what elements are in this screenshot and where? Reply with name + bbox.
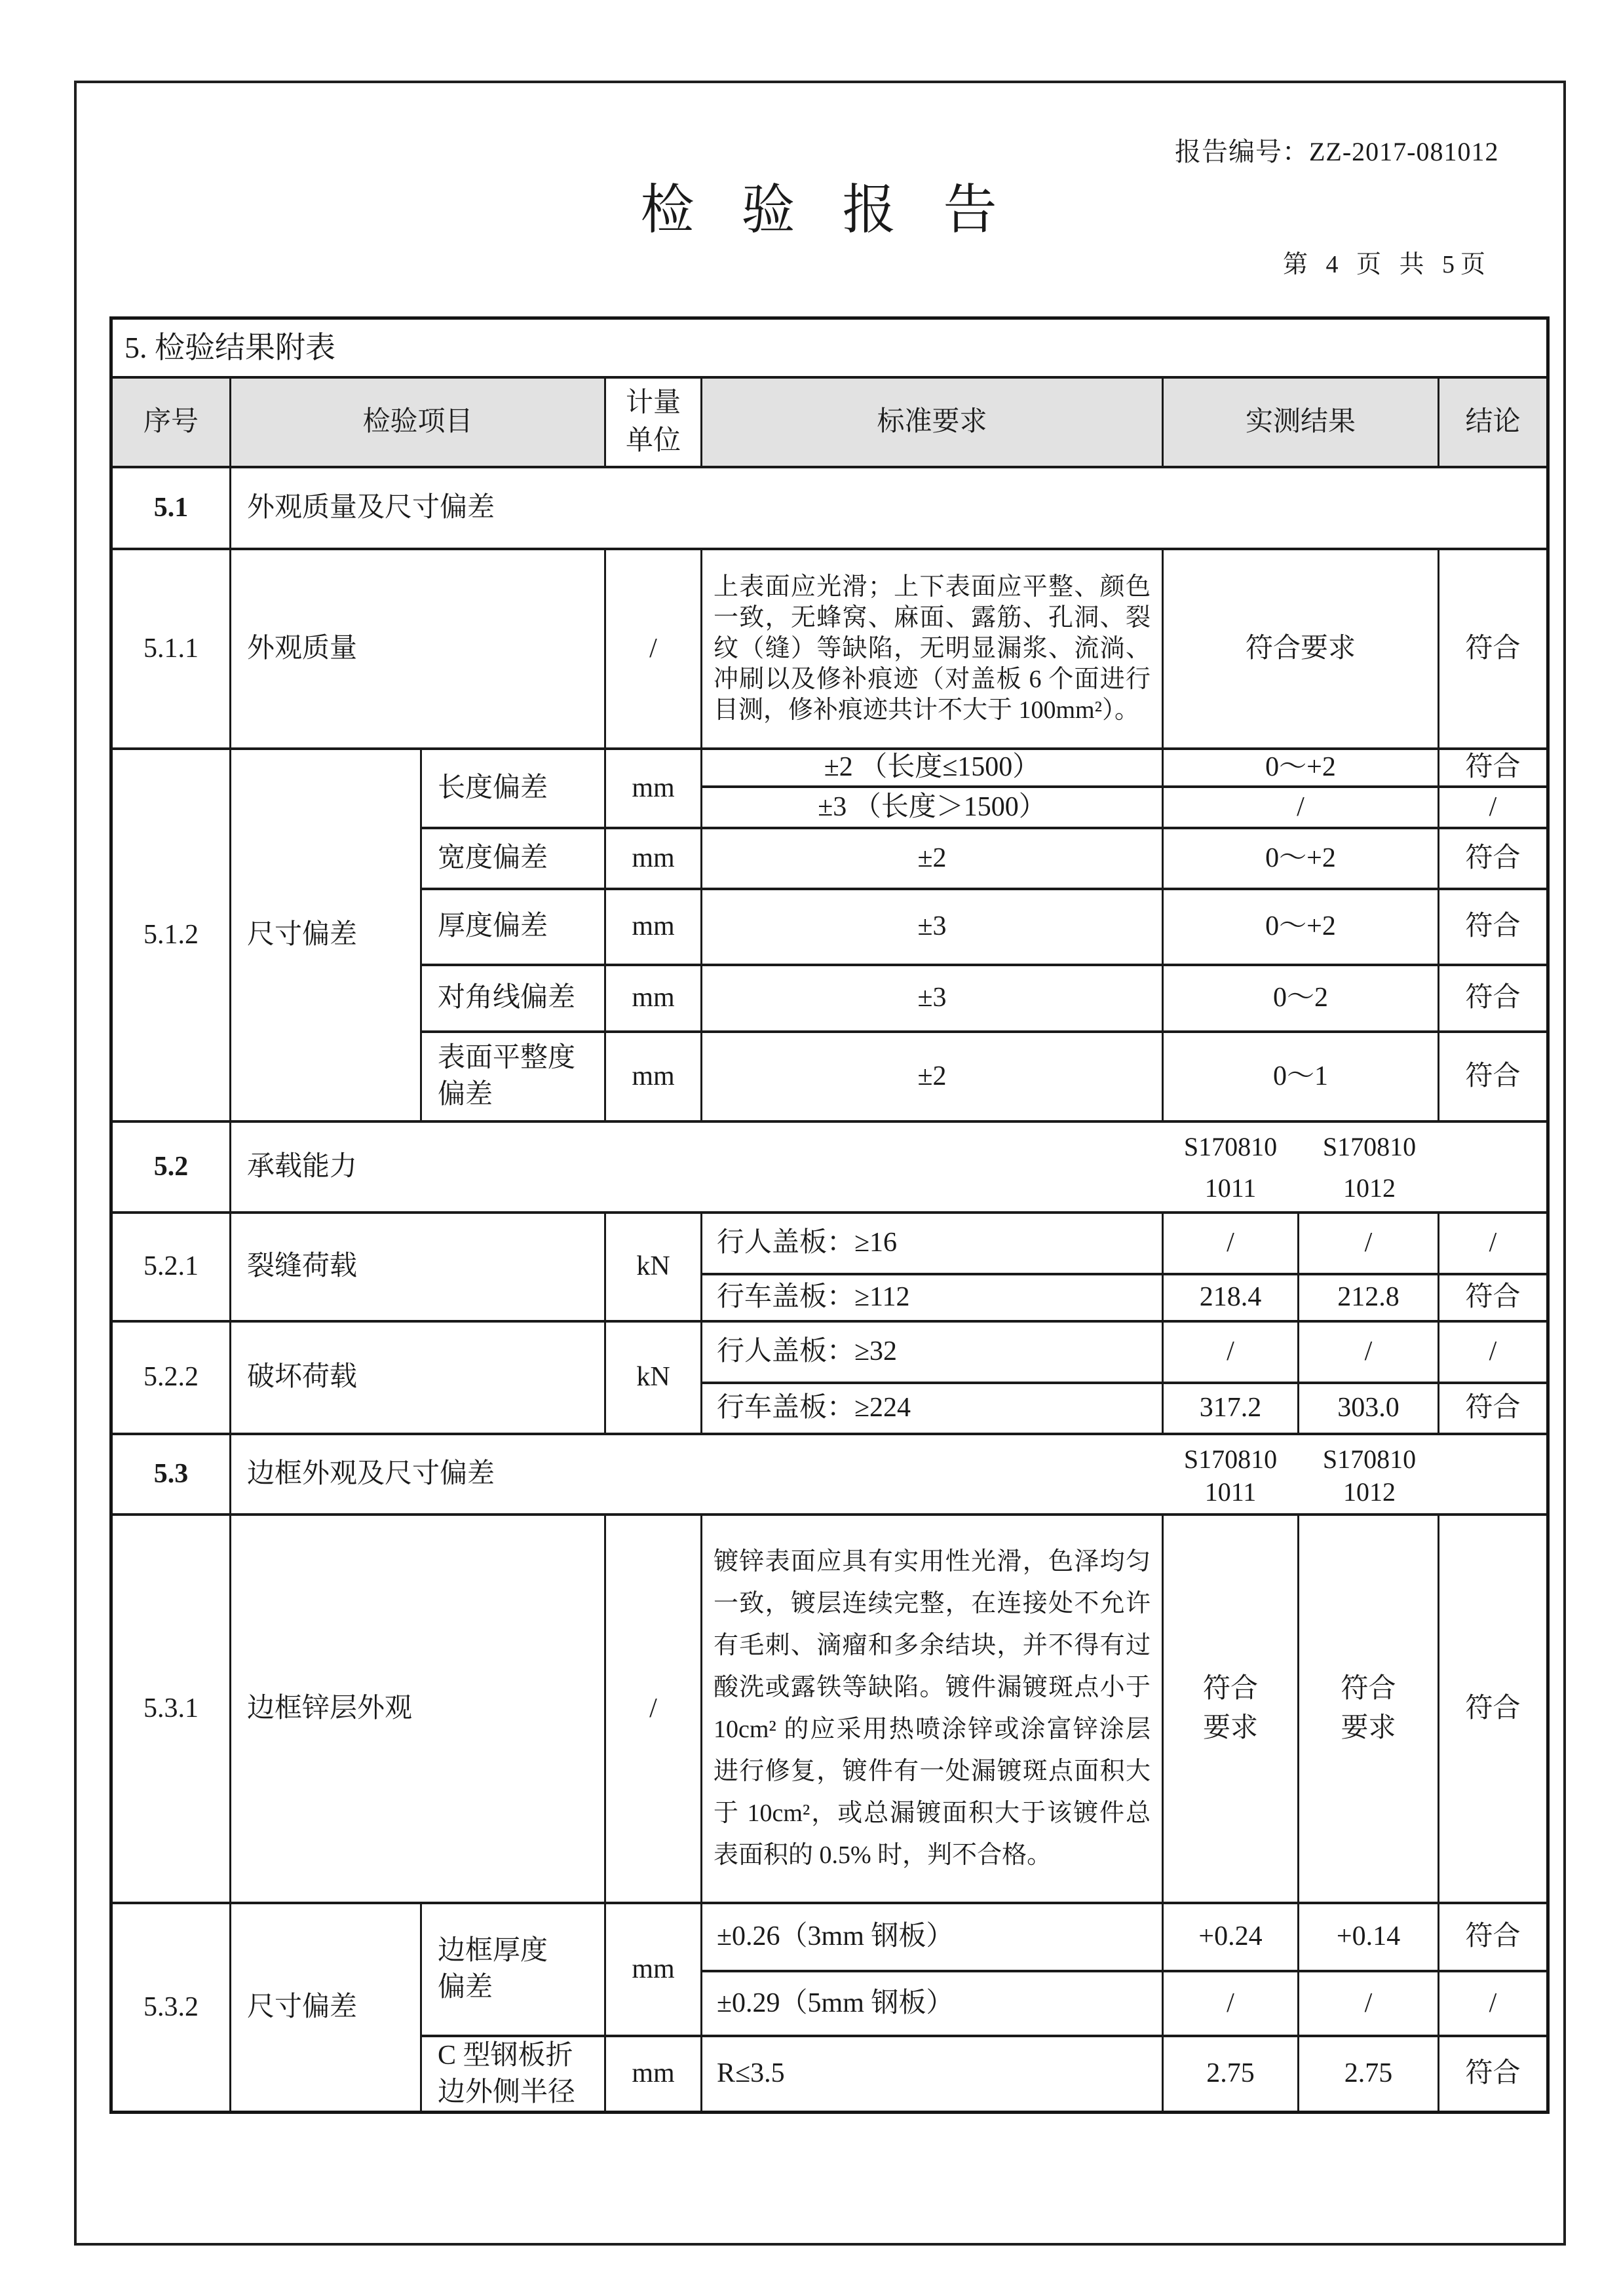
seq-5-1-2: 5.1.2: [111, 749, 231, 1121]
conclusion-c-plate-radius: 符合: [1439, 2036, 1548, 2113]
sample-2-code-frame: S170810: [1322, 1444, 1417, 1474]
unit-5-2-1: kN: [605, 1213, 702, 1321]
item-5-1-1: 外观质量: [231, 549, 605, 749]
result2-frame-thickness-3mm: +0.14: [1299, 1903, 1439, 1971]
section-title: 5. 检验结果附表: [111, 318, 1548, 377]
sample-id-1-frame: [1162, 1443, 1299, 1507]
col-header-item: 检验项目: [231, 377, 605, 467]
subitem-width-dev: 宽度偏差: [421, 828, 605, 889]
row-5-3-1: [111, 1515, 1548, 1903]
seq-5-2: 5.2: [111, 1121, 231, 1213]
conclusion-crack-vehicle: 符合: [1439, 1274, 1548, 1321]
seq-5-3: 5.3: [111, 1434, 231, 1515]
subitem-frame-thickness: [421, 1903, 605, 2036]
result1-frame-thickness-5mm: /: [1163, 1971, 1299, 2036]
row-5-1-2-length-a: [111, 749, 1548, 787]
unit-length-dev: mm: [605, 749, 702, 828]
subitem-c-plate-radius: [421, 2036, 605, 2113]
sample-2-code: S170810: [1322, 1131, 1417, 1161]
standard-thickness: ±3: [702, 889, 1163, 965]
unit-5-3-1: /: [605, 1515, 702, 1903]
result-thickness: 0～+2: [1163, 889, 1439, 965]
unit-flatness-dev: mm: [605, 1032, 702, 1121]
seq-5-3-2: 5.3.2: [111, 1903, 231, 2113]
table-header-row: [111, 377, 1548, 467]
result1-c-plate-radius: 2.75: [1163, 2036, 1299, 2113]
sample-1-number: 1011: [1204, 1173, 1257, 1203]
subitem-length-dev: 长度偏差: [421, 749, 605, 828]
conclusion-width: 符合: [1439, 828, 1548, 889]
row-5-2-1-pedestrian: [111, 1213, 1548, 1274]
section-label-5-3: 边框外观及尺寸偏差: [247, 1458, 495, 1489]
section-row-5-3: [111, 1434, 1548, 1515]
seq-5-2-1: 5.2.1: [111, 1213, 231, 1321]
conclusion-diagonal: 符合: [1439, 965, 1548, 1032]
result-5-1-1: 符合要求: [1163, 549, 1439, 749]
standard-diagonal: ±3: [702, 965, 1163, 1032]
standard-crack-vehicle: 行车盖板：≥112: [702, 1274, 1163, 1321]
result2-frame-thickness-5mm: /: [1299, 1971, 1439, 2036]
unit-frame-thickness: mm: [605, 1903, 702, 2036]
conclusion-break-pedestrian: /: [1439, 1321, 1548, 1383]
col-header-unit-line2: 单位: [625, 426, 681, 456]
col-header-conclusion: 结论: [1439, 377, 1548, 467]
standard-frame-thickness-3mm: ±0.26（3mm 钢板）: [702, 1903, 1163, 1971]
result2-5-3-1: [1299, 1515, 1439, 1903]
standard-frame-thickness-5mm: ±0.29（5mm 钢板）: [702, 1971, 1163, 2036]
conclusion-5-3-1: 符合: [1439, 1515, 1548, 1903]
section-body-5-3: [231, 1434, 1548, 1515]
section-label-5-1: 外观质量及尺寸偏差: [231, 467, 1548, 549]
subitem-thickness-dev: 厚度偏差: [421, 889, 605, 965]
conclusion-frame-thickness-5mm: /: [1439, 1971, 1548, 2036]
seq-5-3-1: 5.3.1: [111, 1515, 231, 1903]
conclusion-flatness: 符合: [1439, 1032, 1548, 1121]
result-length-b: /: [1163, 787, 1439, 828]
unit-width-dev: mm: [605, 828, 702, 889]
standard-break-pedestrian: 行人盖板：≥32: [702, 1321, 1163, 1383]
col-header-unit: [605, 377, 702, 467]
result-diagonal: 0～2: [1163, 965, 1439, 1032]
standard-flatness: ±2: [702, 1032, 1163, 1121]
page-indicator: 第 4 页 共 5页: [1283, 251, 1492, 278]
unit-c-plate-radius: mm: [605, 2036, 702, 2113]
result2-5-3-1-line2: 要求: [1341, 1713, 1396, 1743]
subitem-frame-thickness-line2: 偏差: [438, 1972, 493, 2003]
conclusion-5-1-1: 符合: [1439, 549, 1548, 749]
conclusion-break-vehicle: 符合: [1439, 1383, 1548, 1434]
row-5-3-2-frame-thickness-a: [111, 1903, 1548, 1971]
unit-5-1-1: /: [605, 549, 702, 749]
subitem-diagonal-dev: 对角线偏差: [421, 965, 605, 1032]
result1-break-vehicle: 317.2: [1163, 1383, 1299, 1434]
conclusion-length-b: /: [1439, 787, 1548, 828]
section-row-5-1: [111, 467, 1548, 549]
section-body-5-2: [231, 1121, 1548, 1213]
result2-break-pedestrian: /: [1299, 1321, 1439, 1383]
result-length-a: 0～+2: [1163, 749, 1439, 787]
section-label-5-2: 承载能力: [247, 1151, 358, 1182]
item-5-3-1: 边框锌层外观: [231, 1515, 605, 1903]
sample-1-number-frame: 1011: [1204, 1477, 1257, 1507]
result1-crack-vehicle: 218.4: [1163, 1274, 1299, 1321]
row-5-2-2-pedestrian: [111, 1321, 1548, 1383]
subitem-flatness-dev: [421, 1032, 605, 1121]
conclusion-length-a: 符合: [1439, 749, 1548, 787]
result1-5-3-1-line2: 要求: [1202, 1713, 1258, 1743]
report-number: 报告编号：ZZ-2017-081012: [1175, 137, 1499, 166]
subitem-c-plate-radius-line2: 边外侧半径: [438, 2077, 576, 2107]
document-title: 检验报告: [640, 180, 1044, 240]
standard-5-1-1: 上表面应光滑；上下表面应平整、颜色一致，无蜂窝、麻面、露筋、孔洞、裂纹（缝）等缺陷，无明显漏浆、流淌、冲刷以及修补痕迹（对盖板 6 个面进行目测，修补痕迹共计不大于 100mm²）。: [702, 549, 1163, 749]
subitem-flatness-line1: 表面平整度: [438, 1043, 576, 1073]
standard-5-3-1: 镀锌表面应具有实用性光滑，色泽均匀一致，镀层连续完整，在连接处不允许有毛刺、滴瘤和多余结块，并不得有过酸洗或露铁等缺陷。镀件漏镀斑点小于 10cm² 的应采用热喷涂锌或涂富锌涂层进行修复，镀件有一处漏镀斑点面积大于 10cm²，或总漏镀面积大于该镀件总表面积的 0.5% 时，判不合格。: [702, 1515, 1163, 1903]
conclusion-frame-thickness-3mm: 符合: [1439, 1903, 1548, 1971]
row-5-1-1: [111, 549, 1548, 749]
result1-5-3-1: [1163, 1515, 1299, 1903]
standard-break-vehicle: 行车盖板：≥224: [702, 1383, 1163, 1434]
result2-5-3-1-line1: 符合: [1341, 1674, 1396, 1704]
item-5-2-1: 裂缝荷载: [231, 1213, 605, 1321]
item-5-3-2: 尺寸偏差: [231, 1903, 421, 2113]
col-header-result: 实测结果: [1163, 377, 1439, 467]
result-width: 0～+2: [1163, 828, 1439, 889]
item-5-2-2: 破坏荷载: [231, 1321, 605, 1434]
item-5-1-2: 尺寸偏差: [231, 749, 421, 1121]
subitem-flatness-line2: 偏差: [438, 1080, 493, 1110]
result-flatness: 0～1: [1163, 1032, 1439, 1121]
result1-frame-thickness-3mm: +0.24: [1163, 1903, 1299, 1971]
conclusion-crack-pedestrian: /: [1439, 1213, 1548, 1274]
col-header-seq: 序号: [111, 377, 231, 467]
seq-5-1-1: 5.1.1: [111, 549, 231, 749]
col-header-standard: 标准要求: [702, 377, 1163, 467]
unit-thickness-dev: mm: [605, 889, 702, 965]
inspection-results-table: [109, 316, 1550, 2114]
sample-id-2-frame: [1301, 1443, 1438, 1507]
sample-id-1: [1162, 1131, 1299, 1205]
table-caption-row: [111, 318, 1548, 377]
result2-crack-vehicle: 212.8: [1299, 1274, 1439, 1321]
unit-diagonal-dev: mm: [605, 965, 702, 1032]
standard-crack-pedestrian: 行人盖板：≥16: [702, 1213, 1163, 1274]
result2-break-vehicle: 303.0: [1299, 1383, 1439, 1434]
unit-5-2-2: kN: [605, 1321, 702, 1434]
subitem-c-plate-radius-line1: C 型钢板折: [438, 2040, 573, 2071]
seq-5-1: 5.1: [111, 467, 231, 549]
subitem-frame-thickness-line1: 边框厚度: [438, 1936, 548, 1966]
result2-crack-pedestrian: /: [1299, 1213, 1439, 1274]
result2-c-plate-radius: 2.75: [1299, 2036, 1439, 2113]
standard-width: ±2: [702, 828, 1163, 889]
sample-1-code: S170810: [1183, 1131, 1278, 1161]
conclusion-thickness: 符合: [1439, 889, 1548, 965]
sample-1-code-frame: S170810: [1183, 1444, 1278, 1474]
section-row-5-2: [111, 1121, 1548, 1213]
col-header-unit-line1: 计量: [625, 388, 681, 418]
result1-crack-pedestrian: /: [1163, 1213, 1299, 1274]
result1-break-pedestrian: /: [1163, 1321, 1299, 1383]
result1-5-3-1-line1: 符合: [1202, 1674, 1258, 1704]
seq-5-2-2: 5.2.2: [111, 1321, 231, 1434]
sample-2-number-frame: 1012: [1343, 1477, 1396, 1507]
standard-length-a: ±2 （长度≤1500）: [702, 749, 1163, 787]
standard-length-b: ±3 （长度＞1500）: [702, 787, 1163, 828]
sample-id-2: [1301, 1131, 1438, 1205]
standard-c-plate-radius: R≤3.5: [702, 2036, 1163, 2113]
sample-2-number: 1012: [1343, 1173, 1396, 1203]
